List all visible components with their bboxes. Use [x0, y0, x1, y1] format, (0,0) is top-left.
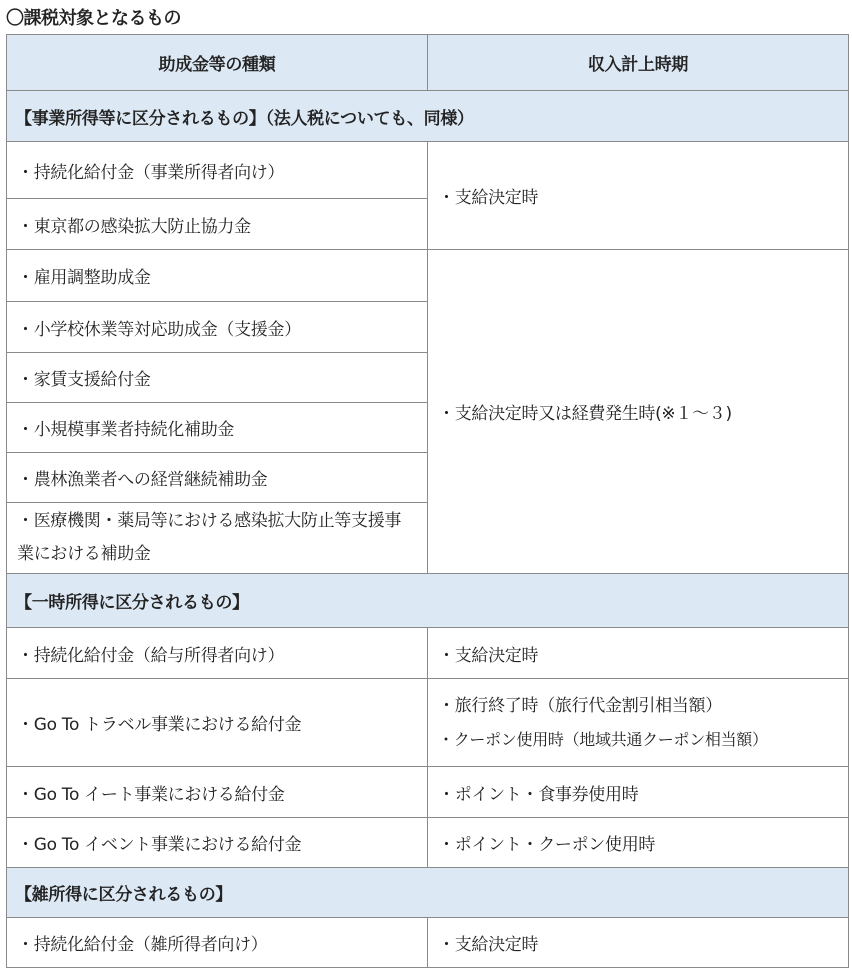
table-cell: ・持続化給付金（雑所得者向け） — [7, 918, 428, 968]
table-cell: ・持続化給付金（事業所得者向け） — [7, 142, 428, 199]
table-cell: ・家賃支援給付金 — [7, 353, 428, 403]
section-business: 【事業所得等に区分されるもの】（法人税についても、同様） — [7, 91, 849, 142]
header-timing: 収入計上時期 — [428, 35, 849, 91]
timing-cell: ・支給決定時 — [428, 918, 849, 968]
section-misc: 【雑所得に区分されるもの】 — [7, 868, 849, 918]
timing-cell: ・支給決定時又は経費発生時(※１～３) — [428, 250, 849, 574]
table-cell: ・Go To イベント事業における給付金 — [7, 818, 428, 868]
table-cell: ・小学校休業等対応助成金（支援金） — [7, 302, 428, 353]
table-cell: ・医療機関・薬局等における感染拡大防止等支援事業における補助金 — [7, 503, 428, 574]
timing-cell: ・ポイント・クーポン使用時 — [428, 818, 849, 868]
table-header — [7, 35, 849, 91]
section-temporary: 【一時所得に区分されるもの】 — [7, 574, 849, 628]
timing-cell: ・支給決定時 — [428, 628, 849, 679]
header-type: 助成金等の種類 — [7, 35, 428, 91]
table-cell: ・農林漁業者への経営継続補助金 — [7, 453, 428, 503]
timing-line: ・クーポン使用時（地域共通クーポン相当額） — [438, 729, 768, 749]
timing-cell: ・支給決定時 — [428, 142, 849, 250]
table-cell: ・Go To トラベル事業における給付金 — [7, 679, 428, 767]
table-cell: ・持続化給付金（給与所得者向け） — [7, 628, 428, 679]
table-cell: ・東京都の感染拡大防止協力金 — [7, 199, 428, 250]
table-cell: ・雇用調整助成金 — [7, 250, 428, 302]
table-cell: ・小規模事業者持続化補助金 — [7, 403, 428, 453]
table-cell: ・Go To イート事業における給付金 — [7, 767, 428, 818]
timing-cell: ・ポイント・食事券使用時 — [428, 767, 849, 818]
subsidy-table — [6, 34, 849, 968]
timing-cell — [428, 679, 849, 767]
page-title: 〇課税対象となるもの — [6, 8, 181, 29]
timing-line: ・旅行終了時（旅行代金割引相当額） — [438, 695, 722, 716]
